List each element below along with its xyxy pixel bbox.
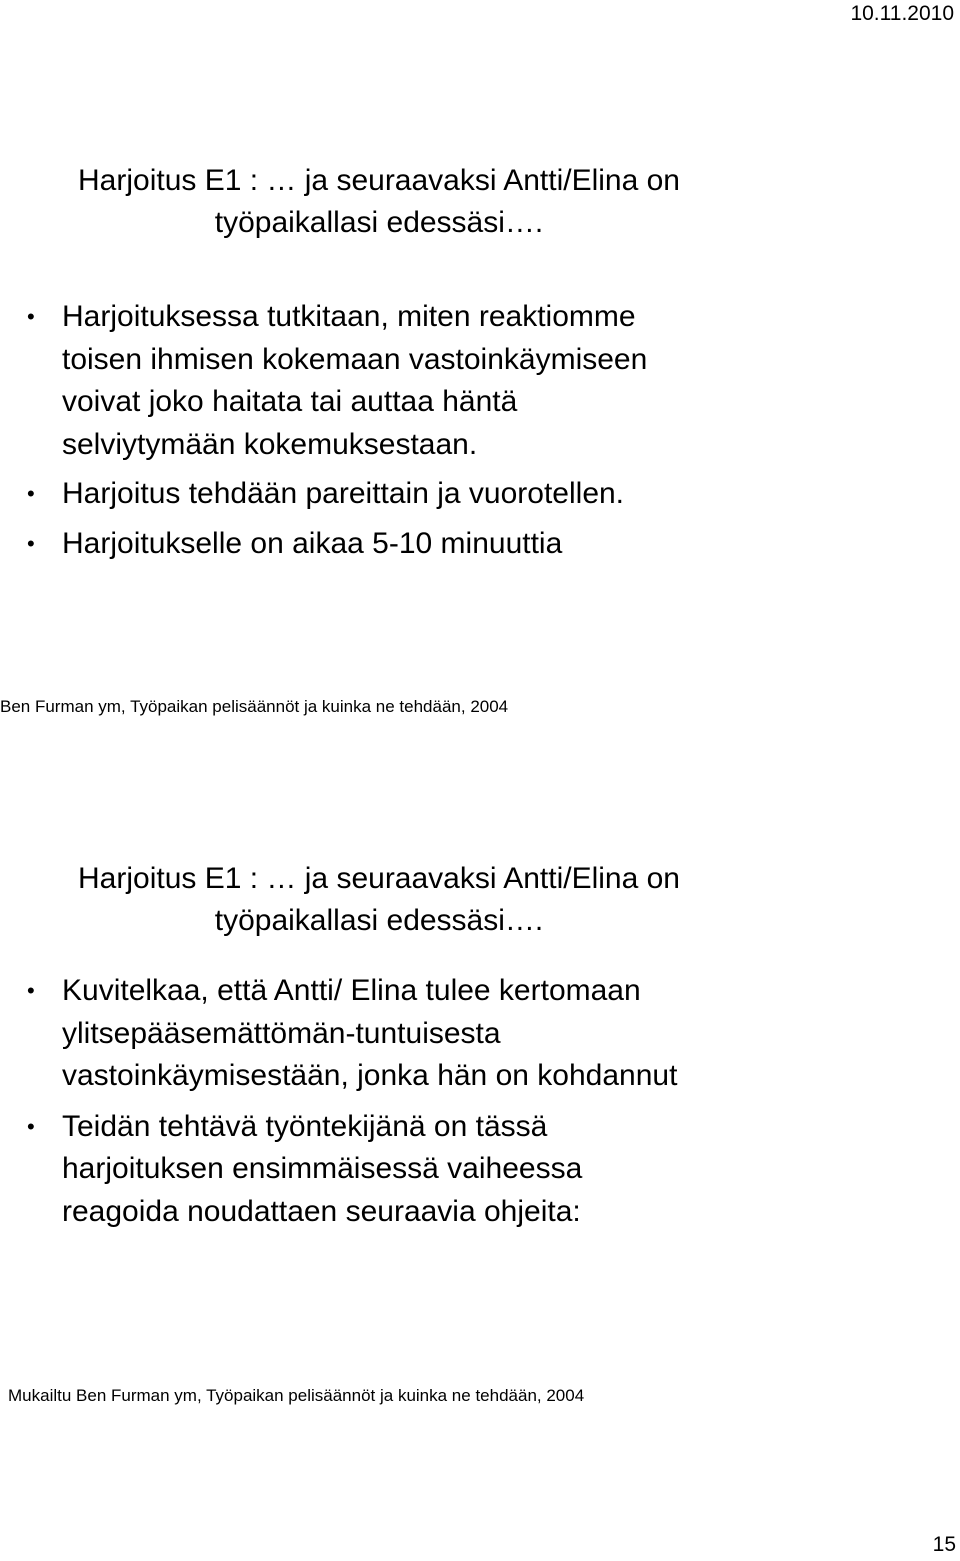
bullet-item (0, 970, 742, 1098)
slide-title-line-1: Harjoitus E1 : … ja seuraavaksi Antti/Elina on (78, 862, 680, 895)
bullet-line: toisen ihmisen kokemaan vastoinkäymiseen (62, 342, 648, 376)
bullet-line: Harjoituksessa tutkitaan, miten reaktiomme (62, 300, 636, 333)
source-citation: Mukailtu Ben Furman ym, Työpaikan pelisäännöt ja kuinka ne tehdään, 2004 (8, 1386, 585, 1405)
slide-title (0, 160, 758, 244)
bullet-line: voivat joko haitata tai auttaa häntä (62, 385, 518, 418)
slide-2 (0, 858, 960, 1233)
bullet-item (0, 1106, 742, 1234)
slide-title-line-2: työpaikallasi edessäsi…. (214, 904, 544, 937)
date-label: 10.11.2010 (850, 2, 954, 25)
bullet-line: Kuvitelkaa, että Antti/ Elina tulee kertomaan (62, 974, 641, 1007)
bullet-list (0, 296, 960, 565)
slide-1 (0, 160, 960, 565)
bullet-icon: • (27, 304, 35, 329)
slide-title (0, 858, 758, 942)
bullet-line: harjoituksen ensimmäisessä vaiheessa (62, 1152, 583, 1185)
slide-title-line-2: työpaikallasi edessäsi…. (214, 206, 544, 239)
slide-title-line-1: Harjoitus E1 : … ja seuraavaksi Antti/Elina on (78, 164, 680, 197)
bullet-line: Harjoitus tehdään pareittain ja vuorotellen. (62, 477, 625, 510)
page-number: 15 (932, 1533, 956, 1556)
bullet-item (0, 296, 742, 466)
bullet-line: reagoida noudattaen seuraavia ohjeita: (62, 1194, 581, 1228)
bullet-icon: • (27, 978, 35, 1003)
bullet-icon: • (27, 530, 35, 556)
bullet-line: Harjoitukselle on aikaa 5-10 minuuttia (62, 526, 563, 560)
bullet-item (0, 523, 742, 566)
bullet-line: ylitsepääsemättömän-tuntuisesta (62, 1016, 501, 1050)
bullet-item (0, 473, 742, 516)
bullet-list (0, 970, 960, 1233)
bullet-line: Teidän tehtävä työntekijänä on tässä (62, 1109, 548, 1143)
bullet-icon: • (27, 1113, 35, 1139)
bullet-line: vastoinkäymisestään, jonka hän on kohdannut (62, 1059, 678, 1092)
bullet-line: selviytymään kokemuksestaan. (62, 427, 478, 461)
bullet-icon: • (27, 481, 35, 506)
source-citation: Ben Furman ym, Työpaikan pelisäännöt ja kuinka ne tehdään, 2004 (0, 697, 509, 716)
